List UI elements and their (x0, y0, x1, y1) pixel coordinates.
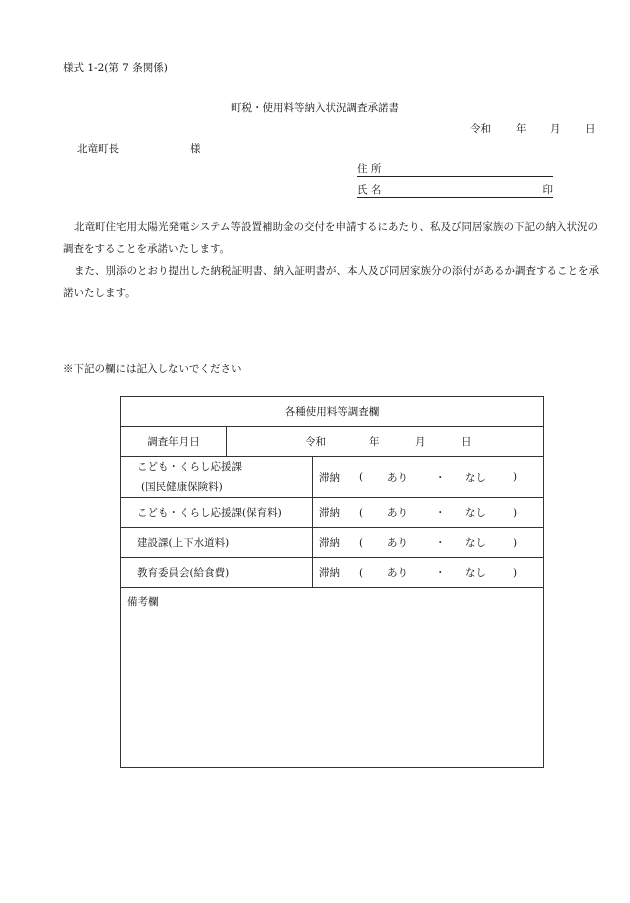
survey-date-month: 月 (415, 435, 426, 448)
survey-row-dept: 建設課(上下水道料) (121, 528, 313, 558)
title-text: 町税・使用料等納入状況調査承諾書 (231, 102, 399, 114)
body-paragraph-2: また、別添のとおり提出した納税証明書、納入証明書が、本人及び同居家族分の添付があるか調査することを承諾いたします。 (63, 265, 599, 299)
survey-date-row (121, 427, 544, 457)
body-paragraph-1: 北竜町住宅用太陽光発電システム等設置補助金の交付を申請するにあたり、私及び同居家族の下記の納入状況の調査をすることを承諾いたします。 (63, 221, 598, 255)
paren-open: ( (359, 566, 364, 579)
name-field[interactable] (357, 182, 553, 198)
option-no[interactable]: なし (465, 537, 486, 549)
survey-row-status[interactable] (313, 457, 544, 498)
option-yes[interactable]: あり (387, 471, 408, 484)
option-no[interactable]: なし (465, 471, 486, 484)
addressee-name: 北竜町長 (77, 143, 119, 155)
status-label: 滞納 (319, 537, 340, 549)
survey-header-row (121, 397, 544, 427)
document-title (0, 100, 630, 115)
remarks-field[interactable] (121, 588, 544, 768)
survey-table (120, 396, 544, 768)
remarks-label: 備考欄 (127, 596, 159, 608)
date-day: 日 (585, 123, 596, 135)
survey-date-day: 日 (461, 435, 472, 448)
status-label: 滞納 (319, 507, 340, 519)
paren-close: ) (513, 471, 518, 483)
option-separator: ・ (435, 537, 446, 549)
survey-date-year: 年 (369, 435, 380, 448)
option-no[interactable]: なし (465, 507, 486, 519)
survey-date-label: 調査年月日 (121, 427, 227, 457)
survey-row (121, 528, 544, 558)
option-separator: ・ (435, 567, 446, 579)
notice-text: ※下記の欄には記入しないでください (63, 363, 242, 375)
address-field[interactable] (357, 161, 553, 177)
paren-close: ) (513, 566, 518, 579)
paren-close: ) (513, 536, 518, 549)
survey-row-status[interactable] (313, 528, 544, 558)
paren-open: ( (359, 536, 364, 549)
dept-sublabel: (国民健康保険料) (141, 481, 223, 493)
option-yes[interactable]: あり (387, 507, 408, 519)
status-label: 滞納 (319, 471, 340, 484)
remarks-row (121, 588, 544, 768)
date-era: 令和 (470, 123, 491, 135)
option-no[interactable]: なし (465, 567, 486, 579)
address-label: 住 所 (357, 163, 382, 175)
date-month: 月 (550, 123, 561, 135)
form-number: 様式 1-2(第 7 条関係) (63, 62, 168, 74)
survey-row-status[interactable] (313, 558, 544, 588)
option-yes[interactable]: あり (387, 567, 408, 579)
paren-open: ( (359, 471, 364, 483)
survey-row-dept (121, 457, 313, 498)
option-separator: ・ (435, 471, 446, 484)
seal-mark: 印 (542, 184, 553, 196)
addressee-honorific: 様 (190, 143, 201, 155)
survey-row-dept: 教育委員会(給食費) (121, 558, 313, 588)
survey-row (121, 558, 544, 588)
status-label: 滞納 (319, 567, 340, 579)
survey-row (121, 498, 544, 528)
name-label: 氏 名 (357, 184, 382, 196)
dept-label: こども・くらし応援課 (137, 461, 242, 473)
option-yes[interactable]: あり (387, 537, 408, 549)
survey-date-era: 令和 (305, 435, 326, 448)
survey-header: 各種使用料等調査欄 (121, 397, 544, 427)
survey-row (121, 457, 544, 498)
paren-close: ) (513, 506, 518, 519)
option-separator: ・ (435, 507, 446, 519)
date-year: 年 (516, 123, 527, 135)
paren-open: ( (359, 506, 364, 519)
survey-row-dept: こども・くらし応援課(保育料) (121, 498, 313, 528)
survey-row-status[interactable] (313, 498, 544, 528)
survey-date-value[interactable] (227, 427, 544, 457)
